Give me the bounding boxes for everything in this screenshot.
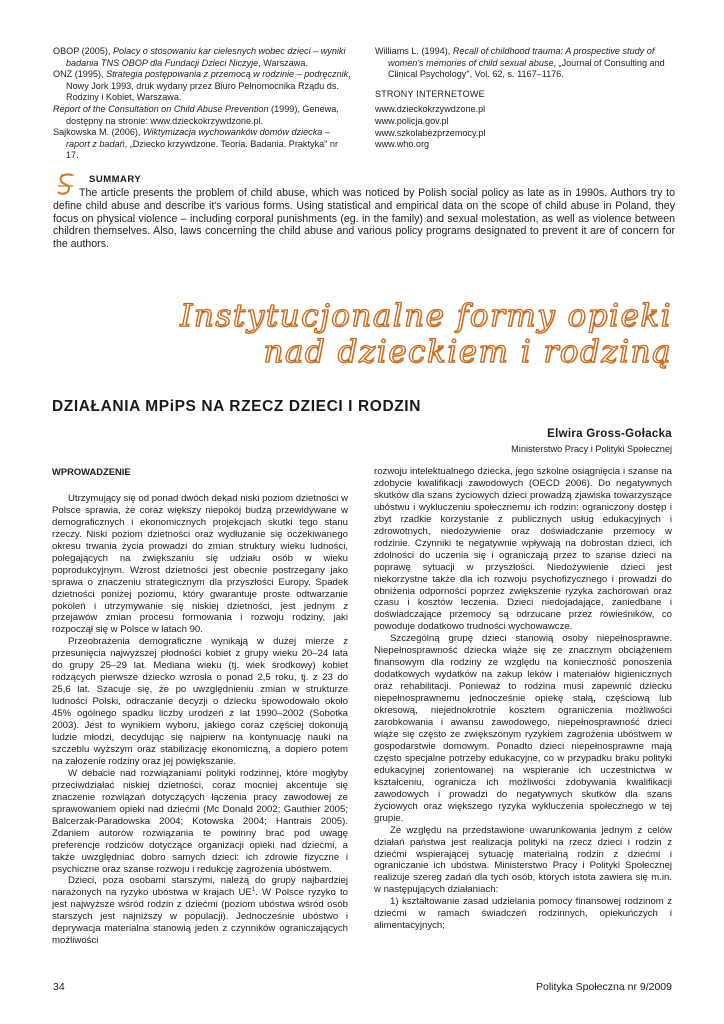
internet-link[interactable]: www.who.org bbox=[375, 139, 430, 150]
summary-text: The article presents the problem of child abuse, which was noticed by Polish social policy as late as in 1990s. Authors try to define child abuse and describe it's various forms. Using statistical and empirical data on the scope of child abuse in Poland, they focus on physical violence – including corporal punishments (eg. in the family) and sexual molestation, as well as violence between children themselves. Also, laws concerning the child abuse and various policy programs designated to prevent it are of concern for the authors. bbox=[53, 187, 675, 251]
body-paragraph: W debacie nad rozwiązaniami polityki rodzinnej, które mogłyby przeciwdziałać niskiej dzietności, coraz mocniej akcentuje się znaczenie rozwiązań dotyczących łączenia pracy zawodowej ze sprawowaniem opieki nad dziećmi (Mc Donald 2002; Gauthier 2005; Balcerzak-Paradowska 2004; Kotowska 2004; Hantrais 2005). Zdaniem autorów rozwiązania te powinny brać pod uwagę preferencje rodziców dotyczące organizacji opieki nad dziećmi, a także uwzględniać dobro samych dzieci: ich zdrowie fizyczne i psychiczne oraz szanse rozwoju i redukcję zagrożenia ubóstwem. bbox=[52, 767, 348, 875]
article-title bbox=[180, 298, 672, 370]
footnote-marker[interactable]: 1 bbox=[251, 887, 256, 894]
references-left bbox=[53, 46, 353, 162]
internet-link[interactable]: www.policja.gov.pl bbox=[375, 115, 449, 126]
body-paragraph: Dzieci, poza osobami starszymi, należą do grupy najbardziej narażonych na ryzyko ubóstwa w krajach $UE^1$. W Polsce ryzyko to jest najwyższe wśród rodzin z dziećmi (poziom ubóstwa wśród osób starszych jest najniższy w populacji). Jednocześnie ubóstwo i deprywacja materialna stanowią jeden z czynników ograniczających możliwości bbox=[52, 875, 348, 947]
article-title-line-2: nad dzieckiem i rodziną bbox=[263, 334, 672, 370]
summary-heading: SUMMARY bbox=[89, 174, 142, 185]
body-paragraph: Ze względu na przedstawione uwarunkowania jednym z celów działań państwa jest realizacja polityki na rzecz dzieci i rodzin z dziećmi wspierającej sytuację materialną rodzin z dziećmi i ograniczanie ich ubóstwa. Ministerstwo Pracy i Polityki Społecznej realizuje szereg zadań dla tych osób, których istota zawiera się m.in. w następujących działaniach: bbox=[374, 824, 672, 896]
body-column-right bbox=[374, 466, 672, 932]
author-name: Elwira Gross-Gołacka bbox=[547, 428, 672, 440]
body-paragraph: Szczególną grupę dzieci stanowią osoby niepełnosprawne. Niepełnosprawność dziecka wiąże się ze znacznym obciążeniem finansowym dla rodziny ze względu na konieczność ponoszenia dodatkowych wydatków na zakup leków i materiałów higienicznych oraz rehabilitacji. Ponieważ to rodzina musi zapewnić dziecku niepełnosprawnemu jednocześnie opiekę stałą, częściową lub okresową, niejednokrotnie kosztem ograniczenia możliwości zarobkowania i awansu zawodowego, niepełnosprawność dzieci wiąże się często ze zwiększonym ryzykiem zagrożenia ubóstwem w gospodarstwie domowym. Ponadto dzieci niepełnosprawne mają często specjalne potrzeby edukacyjne, co w przypadku braku polityki edukacyjnej zorientowanej na wspieranie ich uczestnictwa w kształceniu, ogranicza ich możliwości zdobywania kwalifikacji zawodowych i prowadzi do negatywnych skutków dla szans życiowych oraz większego ryzyka wykluczenia społecznego w tej grupie. bbox=[374, 633, 672, 824]
body-paragraph: 1) kształtowanie zasad udzielania pomocy finansowej rodzinom z dziećmi w ramach świadczeń rodzinnych, opiekuńczych i alimentacyjnych; bbox=[374, 896, 672, 932]
reference-item: OBOP (2005), Polacy o stosowaniu kar cielesnych wobec dzieci – wyniki badania TNS OBOP dla Fundacji Dzieci Niczyje, Warszawa. bbox=[53, 46, 346, 68]
body-paragraph: Utrzymujący się od ponad dwóch dekad niski poziom dzietności w Polsce sprawia, że coraz większy niepokój budzą przewidywane w demograficznych i ekonomicznych projekcjach skutki tego stanu rzeczy. Niski poziom dzietności oraz wydłużanie się oczekiwanego okresu trwania życia prowadzi do zmian struktury wieku ludności, polegających na zwiększaniu się udziału osób w wieku poprodukcyjnym. Wzrost dzietności jest obecnie postrzegany jako sprawa o znaczeniu strategicznym dla przyszłości Europy. Spadek dzietności poniżej poziomu, który gwarantuje proste odtwarzanie pokoleń i utrzymywanie się niskiej dzietności, jest jednym z przejawów zmian procesu formowania i rozwoju rodziny, jaki rozpoczął się w Polsce w latach 90. bbox=[52, 492, 348, 636]
body-paragraph: Przeobrażenia demograficzne wynikają w dużej mierze z przesunięcia najwyższej płodności kobiet z grupy wieku 20–24 lata do grupy 25–29 lat. Mediana wieku (tj. wiek środkowy) kobiet rodzących pierwsze dziecko wzrosła o ponad 2,5 roku, tj. z 23 do 25,6 lat. Szacuje się, że po uwzględnieniu zmian w strukturze ludności Polski, odraczanie decyzji o dziecku spowodowało około 45% ogólnego spadku liczby urodzeń z lat 1990–2002 (Sobotka 2003). Jest to wynikiem wyboru, jakiego coraz częściej dokonują ludzie młodzi, decydując się najpierw na kontynuację nauki na szczeblu wyższym oraz stabilizację ekonomiczną, a dopiero potem na założenie rodziny oraz jej powiększanie. bbox=[52, 636, 348, 767]
reference-item: Sajkowska M. (2006), Wiktymizacja wychowanków domów dziecka – raport z badań, „Dziecko krzywdzone. Teoria. Badania. Praktyka" nr 17. bbox=[53, 127, 338, 161]
internet-link[interactable]: www.szkolabezprzemocy.pl bbox=[375, 127, 486, 138]
body-paragraph: rozwoju intelektualnego dziecka, jego szkolne osiągnięcia i szanse na zdobycie kwalifikacji zawodowych (OECD 2006). Do negatywnych skutków dla szans życiowych dzieci prowadzą zjawiska towarzyszące ubóstwu i wykluczeniu społecznemu ich rodzin: ograniczony dostęp i zbyt rzadkie korzystanie z publicznych usług edukacyjnych i zdrowotnych, niedożywienie oraz doświadczanie przemocy w rodzinie. Czynniki te negatywnie wpływają na dobrostan dzieci, ich zdolności do uczenia się i ograniczają przez to szanse dzieci na poprawę sytuacji w przyszłości. Niedożywienie dzieci jest niekorzystne także dla ich rozwoju psychofizycznego i prowadzi do obniżenia odporności poprzez zwiększenie ryzyka zachorowań oraz czasu i kosztów leczenia. Dzieci niedojadające, zaniedbane i doświadczające przemocy są odrzucane przez rówieśników, co powoduje dodatkowo trudności wychowawcze. bbox=[374, 466, 672, 633]
references-right bbox=[375, 46, 675, 151]
intro-heading: WPROWADZENIE bbox=[52, 466, 131, 477]
reference-item: Williams L. (1994), Recall of childhood trauma: A prospective study of women's memories of child sexual abuse, „Journal of Consulting and Clinical Psychology", Vol. 62, s. 1167–1176. bbox=[375, 46, 665, 80]
journal-name: Polityka Społeczna nr 9/2009 bbox=[535, 981, 672, 993]
author-affiliation: Ministerstwo Pracy i Polityki Społecznej bbox=[511, 444, 672, 454]
reference-item: Report of the Consultation on Child Abuse Prevention (1999), Genewa, dostępny na stronie: www.dzieckokrzywdzone.pl. bbox=[53, 103, 339, 126]
section-heading: DZIAŁANIA MPiPS NA RZECZ DZIECI I RODZIN bbox=[52, 398, 422, 415]
body-column-left bbox=[52, 466, 348, 947]
page-number: 34 bbox=[53, 981, 65, 993]
article-title-line-1: Instytucjonalne formy opieki bbox=[180, 298, 672, 334]
reference-item: ONZ (1995), Strategia postępowania z przemocą w rodzinie – podręcznik, Nowy Jork 1993, druk wydany przez Biuro Pełnomocnika Rządu ds. Rodziny i Kobiet, Warszawa. bbox=[53, 69, 351, 103]
internet-link[interactable]: www.dzieckokrzywdzone.pl bbox=[375, 104, 486, 115]
internet-sources-heading: STRONY INTERNETOWE bbox=[375, 88, 485, 99]
